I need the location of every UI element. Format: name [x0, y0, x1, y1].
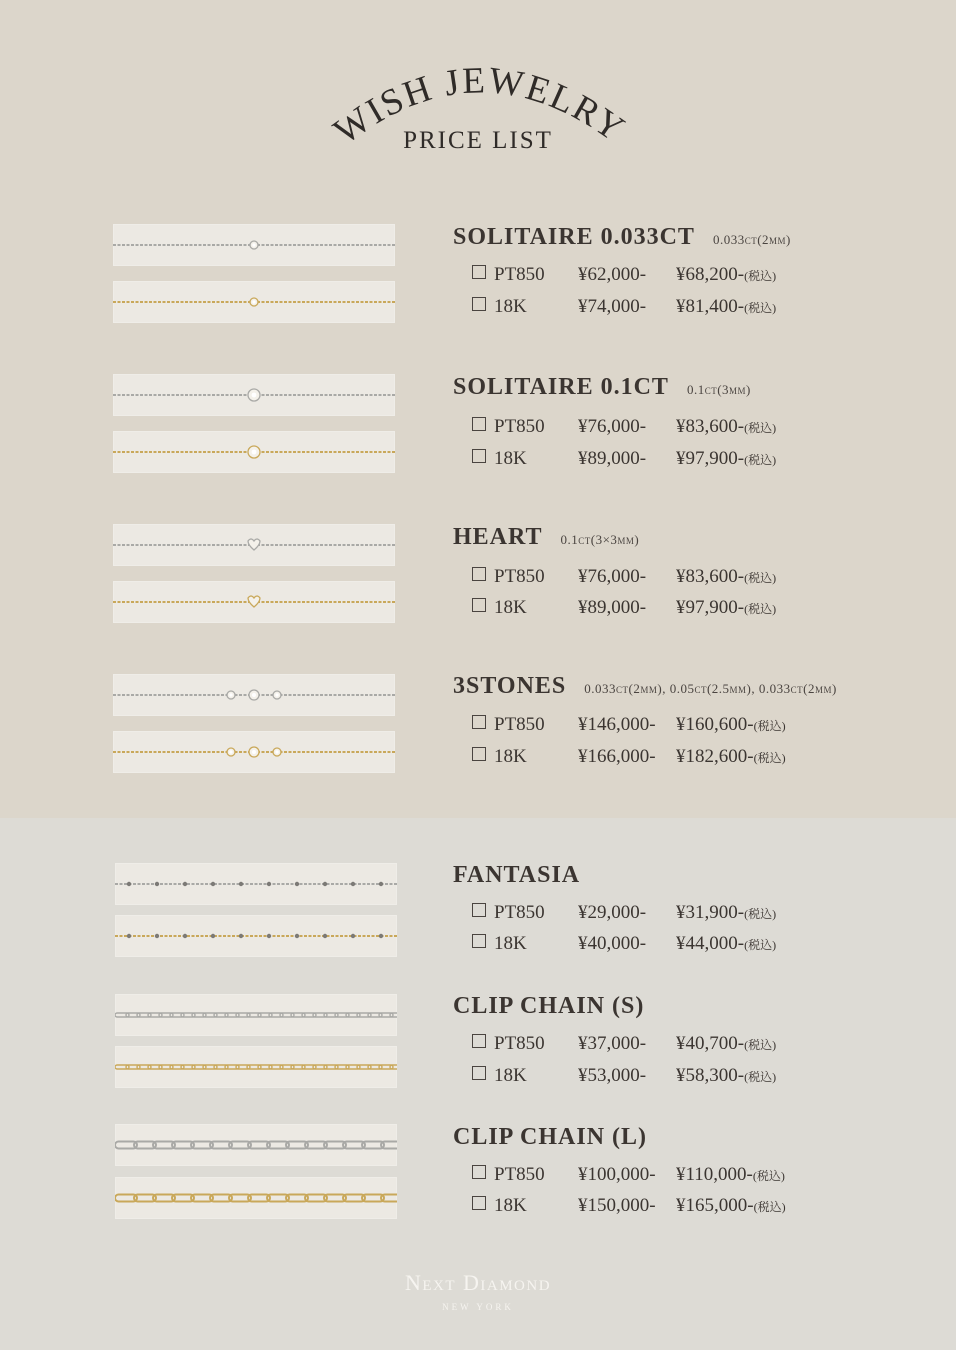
checkbox-icon [472, 715, 486, 729]
price-row: PT850 ¥29,000- ¥31,900-(税込) [472, 902, 776, 924]
chain-photo-pt850 [113, 524, 395, 566]
chain-photo-pt850 [115, 994, 397, 1036]
chain-photo-pt850 [113, 374, 395, 416]
chain-photo-pt850 [113, 224, 395, 266]
checkbox-icon [472, 1196, 486, 1210]
chain-photo-18k [113, 431, 395, 473]
item-spec: 0.033ct(2mm), 0.05ct(2.5mm), 0.033ct(2mm) [584, 681, 837, 696]
checkbox-icon [472, 449, 486, 463]
chain-photo-pt850 [113, 674, 395, 716]
checkbox-icon [472, 297, 486, 311]
checkbox-icon [472, 747, 486, 761]
chain-photo-18k [115, 1046, 397, 1088]
item-title: SOLITAIRE 0.1CT 0.1ct(3mm) [453, 374, 751, 400]
chain-photo-pt850 [115, 863, 397, 905]
checkbox-icon [472, 1034, 486, 1048]
price-row: 18K ¥89,000- ¥97,900-(税込) [472, 597, 776, 619]
checkbox-icon [472, 598, 486, 612]
chain-photo-pt850 [115, 1124, 397, 1166]
checkbox-icon [472, 265, 486, 279]
footer-location: NEW YORK [442, 1302, 514, 1312]
item-title: SOLITAIRE 0.033CT 0.033ct(2mm) [453, 224, 791, 250]
checkbox-icon [472, 934, 486, 948]
chain-photo-18k [113, 581, 395, 623]
checkbox-icon [472, 567, 486, 581]
item-spec: 0.1ct(3×3mm) [560, 532, 640, 547]
price-row: PT850 ¥76,000- ¥83,600-(税込) [472, 416, 776, 438]
item-title: CLIP CHAIN (L) [453, 1124, 648, 1150]
item-title: CLIP CHAIN (S) [453, 993, 645, 1019]
price-row: 18K ¥166,000- ¥182,600-(税込) [472, 746, 786, 768]
item-title: HEART 0.1ct(3×3mm) [453, 524, 640, 550]
chain-photo-18k [115, 1177, 397, 1219]
price-row: 18K ¥150,000- ¥165,000-(税込) [472, 1195, 786, 1217]
price-row: PT850 ¥37,000- ¥40,700-(税込) [472, 1033, 776, 1055]
item-title: FANTASIA [453, 862, 581, 888]
price-row: PT850 ¥62,000- ¥68,200-(税込) [472, 264, 776, 286]
item-spec: 0.1ct(3mm) [686, 382, 751, 397]
page-title: WISH JEWELRY [326, 60, 634, 153]
footer-brand-logo: Next Diamond [404, 1270, 552, 1295]
chain-photo-18k [113, 731, 395, 773]
checkbox-icon [472, 1066, 486, 1080]
price-row: 18K ¥53,000- ¥58,300-(税込) [472, 1065, 776, 1087]
price-row: 18K ¥40,000- ¥44,000-(税込) [472, 933, 776, 955]
price-row: PT850 ¥100,000- ¥110,000-(税込) [472, 1164, 785, 1186]
price-row: PT850 ¥146,000- ¥160,600-(税込) [472, 714, 786, 736]
checkbox-icon [472, 903, 486, 917]
price-row: PT850 ¥76,000- ¥83,600-(税込) [472, 566, 776, 588]
checkbox-icon [472, 1165, 486, 1179]
price-row: 18K ¥74,000- ¥81,400-(税込) [472, 296, 776, 318]
item-title: 3STONES 0.033ct(2mm), 0.05ct(2.5mm), 0.033ct(2mm) [453, 673, 837, 699]
item-spec: 0.033ct(2mm) [712, 232, 791, 247]
page-subtitle: PRICE LIST [403, 127, 553, 154]
chain-photo-18k [113, 281, 395, 323]
checkbox-icon [472, 417, 486, 431]
price-row: 18K ¥89,000- ¥97,900-(税込) [472, 448, 776, 470]
chain-photo-18k [115, 915, 397, 957]
brand-arc-title [0, 0, 956, 200]
